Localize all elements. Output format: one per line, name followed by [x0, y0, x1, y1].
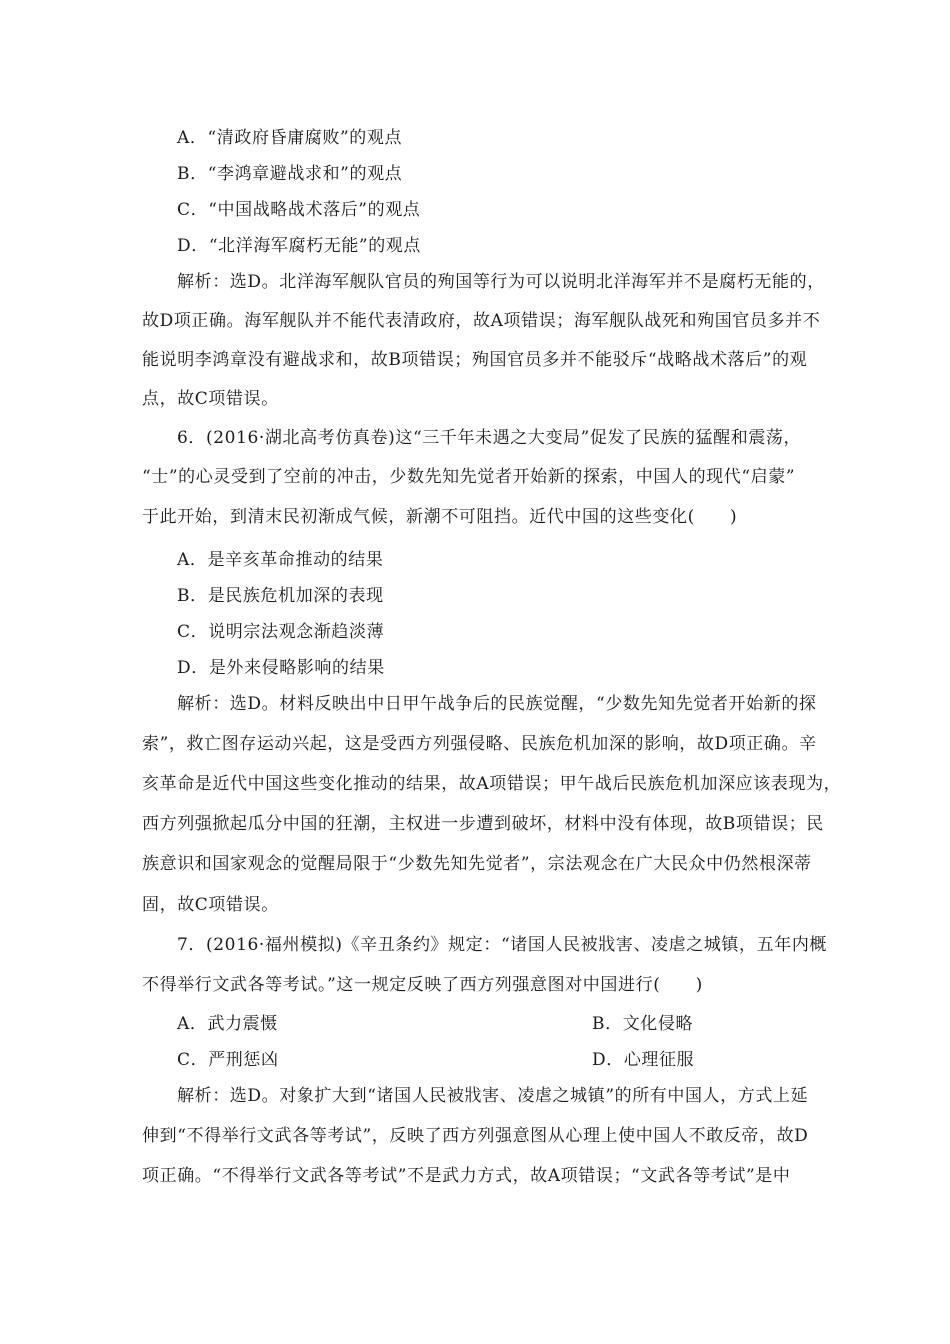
q5-option-c: C．“中国战略战术落后”的观点	[177, 200, 421, 220]
q7-analysis-line: 解析：选D。对象扩大到“诸国人民被戕害、凌虐之城镇”的所有中国人，方式上延	[177, 1086, 809, 1106]
q7-option-c: C．严刑惩凶	[177, 1050, 279, 1070]
q5-analysis-line: 点，故C项错误。	[142, 389, 279, 409]
q7-stem-line: 7．(2016·福州模拟)《辛丑条约》规定：“诸国人民被戕害、凌虐之城镇，五年内概	[177, 935, 828, 955]
q7-stem-line: 不得举行文武各等考试。”这一规定反映了西方列强意图对中国进行( )	[142, 975, 703, 995]
q7-analysis-line: 项正确。“不得举行文武各等考试”不是武力方式，故A项错误；“文武各等考试”是中	[142, 1166, 791, 1186]
q5-option-a: A．“清政府昏庸腐败”的观点	[177, 128, 403, 148]
q6-stem-line: 于此开始，到清末民初渐成气候，新潮不可阻挡。近代中国的这些变化( )	[142, 507, 738, 527]
q7-option-b: B．文化侵略	[592, 1014, 694, 1034]
q5-analysis-line: 解析：选D。北洋海军舰队官员的殉国等行为可以说明北洋海军并不是腐朽无能的，	[177, 272, 825, 292]
q6-stem-line: “士”的心灵受到了空前的冲击，少数先知先觉者开始新的探索，中国人的现代“启蒙”	[142, 467, 796, 487]
q6-option-c: C．说明宗法观念渐趋淡薄	[177, 622, 385, 642]
q7-option-a: A．武力震慑	[177, 1014, 278, 1034]
q6-option-b: B．是民族危机加深的表现	[177, 586, 384, 606]
q5-analysis-line: 能说明李鸿章没有避战求和，故B项错误；殉国官员多并不能驳斥“战略战术落后”的观	[142, 350, 808, 370]
q7-options-row-1	[177, 1006, 857, 1042]
q6-analysis-line: 索”，救亡图存运动兴起，这是受西方列强侵略、民族危机加深的影响，故D项正确。辛	[142, 734, 817, 754]
q6-analysis-line: 亥革命是近代中国这些变化推动的结果，故A项错误；甲午战后民族危机加深应该表现为，	[142, 774, 842, 794]
q7-analysis-line: 伸到“不得举行文武各等考试”，反映了西方列强意图从心理上使中国人不敢反帝，故D	[142, 1126, 809, 1146]
q6-analysis-line: 西方列强掀起瓜分中国的狂潮，主权进一步遭到破坏，材料中没有体现，故B项错误；民	[142, 814, 824, 834]
q6-option-a: A．是辛亥革命推动的结果	[177, 550, 384, 570]
q6-analysis-line: 解析：选D。材料反映出中日甲午战争后的民族觉醒，“少数先知先觉者开始新的探	[177, 694, 817, 714]
q5-analysis-line: 故D项正确。海军舰队并不能代表清政府，故A项错误；海军舰队战死和殉国官员多并不	[142, 311, 821, 331]
q5-option-b: B．“李鸿章避战求和”的观点	[177, 164, 403, 184]
q6-analysis-line: 固，故C项错误。	[142, 895, 279, 915]
q6-analysis-line: 族意识和国家观念的觉醒局限于“少数先知先觉者”，宗法观念在广大民众中仍然根深蒂	[142, 854, 812, 874]
q5-option-d: D．“北洋海军腐朽无能”的观点	[177, 236, 422, 256]
q6-stem-line: 6．(2016·湖北高考仿真卷)这“三千年未遇之大变局”促发了民族的猛醒和震荡，	[177, 428, 802, 448]
q6-option-d: D．是外来侵略影响的结果	[177, 658, 385, 678]
q7-option-d: D．心理征服	[592, 1050, 695, 1070]
q7-options-row-2	[177, 1042, 857, 1078]
